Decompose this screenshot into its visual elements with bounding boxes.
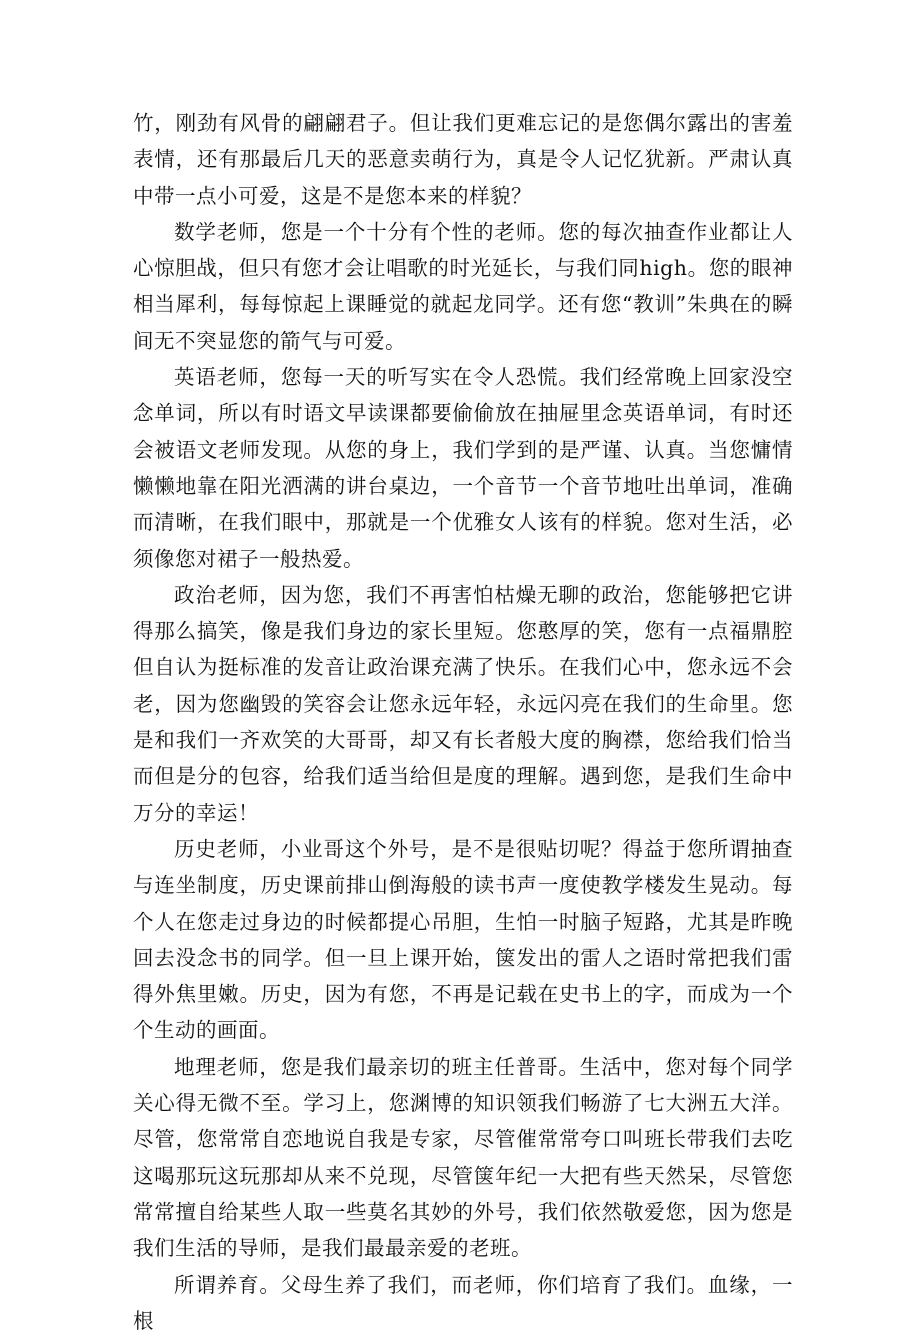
paragraph-math-teacher: 数学老师，您是一个十分有个性的老师。您的每次抽查作业都让人心惊胆战，但只有您才会让唱歌的时光延长，与我们同high。您的眼神相当犀利，每每惊起上课睡觉的就起龙同学。还有您“教训”朱典在的瞬间无不突显您的箭气与可爱。 <box>133 214 793 359</box>
paragraph-english-teacher: 英语老师，您每一天的听写实在令人恐慌。我们经常晚上回家没空念单词，所以有时语文早读课都要偷偷放在抽屉里念英语单词，有时还会被语文老师发现。从您的身上，我们学到的是严谨、认真。当您慵情懒懒地靠在阳光洒满的讲台桌边，一个音节一个音节地吐出单词，准确而清晰，在我们眼中，那就是一个优雅女人该有的样貌。您对生活，必须像您对裙子一般热爱。 <box>133 359 793 577</box>
paragraph-politics-teacher: 政治老师，因为您，我们不再害怕枯燥无聊的政治，您能够把它讲得那么搞笑，像是我们身边的家长里短。您憨厚的笑，您有一点福鼎腔但自认为挺标准的发音让政治课充满了快乐。在我们心中，您永远不会老，因为您幽毁的笑容会让您永远年轻，永远闪亮在我们的生命里。您是和我们一齐欢笑的大哥哥，却又有长者般大度的胸襟，您给我们恰当而但是分的包容，给我们适当给但是度的理解。遇到您，是我们生命中万分的幸运！ <box>133 577 793 831</box>
paragraph-closing: 所谓养育。父母生养了我们，而老师，你们培育了我们。血缘，一根 <box>133 1267 793 1339</box>
paragraph-geography-teacher: 地理老师，您是我们最亲切的班主任普哥。生活中，您对每个同学关心得无微不至。学习上，您渊博的知识领我们畅游了七大洲五大洋。尽管，您常常自恋地说自我是专家，尽管催常常夸口叫班长带我们去吃这喝那玩这玩那却从来不兑现，尽管箧年纪一大把有些天然呆，尽管您常常擅自给某些人取一些莫名其妙的外号，我们依然敬爱您，因为您是我们生活的导师，是我们最最亲爱的老班。 <box>133 1049 793 1267</box>
article-body <box>133 105 793 1339</box>
paragraph-history-teacher: 历史老师，小业哥这个外号，是不是很贴切呢？得益于您所谓抽查与连坐制度，历史课前排山倒海般的读书声一度使教学楼发生晃动。每个人在您走过身边的时候都提心吊胆，生怕一时脑子短路，尤其是昨晚回去没念书的同学。但一旦上课开始，箧发出的雷人之语时常把我们雷得外焦里嫩。历史，因为有您，不再是记载在史书上的字，而成为一个个生动的画面。 <box>133 831 793 1049</box>
paragraph-continued-teacher: 竹，刚劲有风骨的翩翩君子。但让我们更难忘记的是您偶尔露出的害羞表情，还有那最后几天的恶意卖萌行为，真是令人记忆犹新。严肃认真中带一点小可爱，这是不是您本来的样貌？ <box>133 105 793 214</box>
